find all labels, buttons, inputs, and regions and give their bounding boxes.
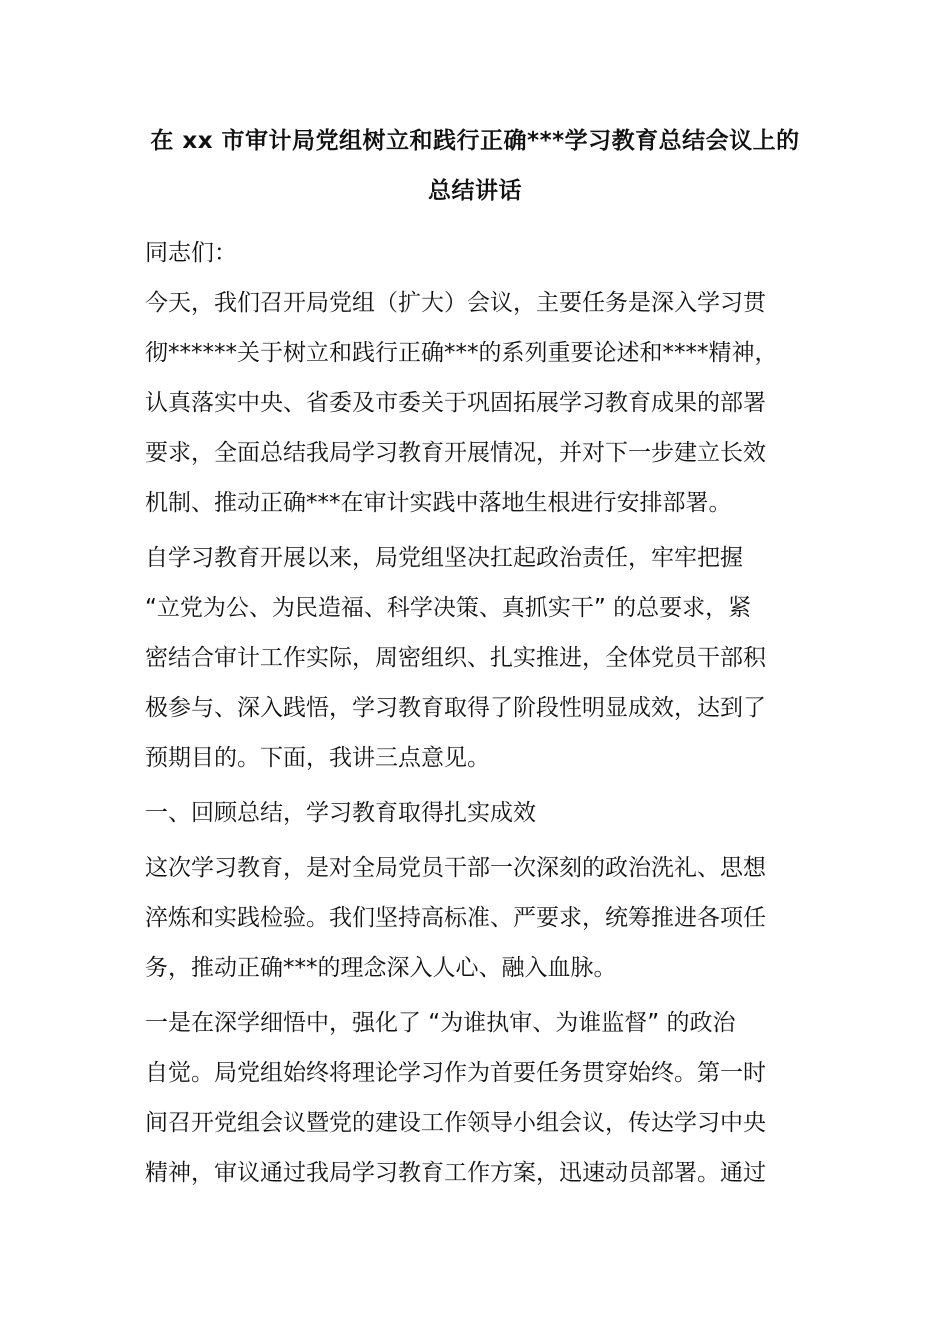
document-title-line-1: 在 xx 市审计局党组树立和践行正确***学习教育总结会议上的 xyxy=(150,128,800,154)
paragraph-intro xyxy=(145,278,810,528)
paragraph-line: 淬炼和实践检验。我们坚持高标准、严要求，统筹推进各项任 xyxy=(145,905,766,931)
paragraph-line: 密结合审计工作实际，周密组织、扎实推进，全体党员干部积 xyxy=(145,645,766,671)
section-heading-text: 一、回顾总结，学习教育取得扎实成效 xyxy=(145,800,536,826)
paragraph-line: 一是在深学细悟中，强化了 “为谁执审、为谁监督” 的政治 xyxy=(145,1010,736,1036)
paragraph-line: 预期目的。下面，我讲三点意见。 xyxy=(145,745,490,771)
paragraph-line: 精神，审议通过我局学习教育工作方案，迅速动员部署。通过 xyxy=(145,1160,766,1186)
paragraph-line: 务，推动正确***的理念深入人心、融入血脉。 xyxy=(145,955,617,981)
paragraph-summary xyxy=(145,843,810,993)
paragraph-line: 彻******关于树立和践行正确***的系列重要论述和****精神， xyxy=(145,340,778,366)
document-title-line-2: 总结讲话 xyxy=(428,178,522,204)
paragraph-line: 要求，全面总结我局学习教育开展情况，并对下一步建立长效 xyxy=(145,440,766,466)
paragraph-line: 今天，我们召开局党组（扩大）会议，主要任务是深入学习贯 xyxy=(145,290,766,316)
paragraph-line: 机制、推动正确***在审计实践中落地生根进行安排部署。 xyxy=(145,490,732,516)
paragraph-line: 认真落实中央、省委及市委关于巩固拓展学习教育成果的部署 xyxy=(145,390,766,416)
paragraph-overview xyxy=(145,533,810,783)
paragraph-line: 自学习教育开展以来，局党组坚决扛起政治责任，牢牢把握 xyxy=(145,545,743,571)
section-heading-1 xyxy=(145,788,810,838)
paragraph-line: 这次学习教育，是对全局党员干部一次深刻的政治洗礼、思想 xyxy=(145,855,766,881)
paragraph-line: “立党为公、为民造福、科学决策、真抓实干” 的总要求，紧 xyxy=(145,595,752,621)
paragraph-line: 自觉。局党组始终将理论学习作为首要任务贯穿始终。第一时 xyxy=(145,1060,766,1086)
paragraph-line: 间召开党组会议暨党的建设工作领导小组会议，传达学习中央 xyxy=(145,1110,766,1136)
salutation-text: 同志们： xyxy=(145,240,237,266)
paragraph-point-one xyxy=(145,998,810,1198)
salutation xyxy=(145,228,810,278)
paragraph-line: 极参与、深入践悟，学习教育取得了阶段性明显成效，达到了 xyxy=(145,695,766,721)
